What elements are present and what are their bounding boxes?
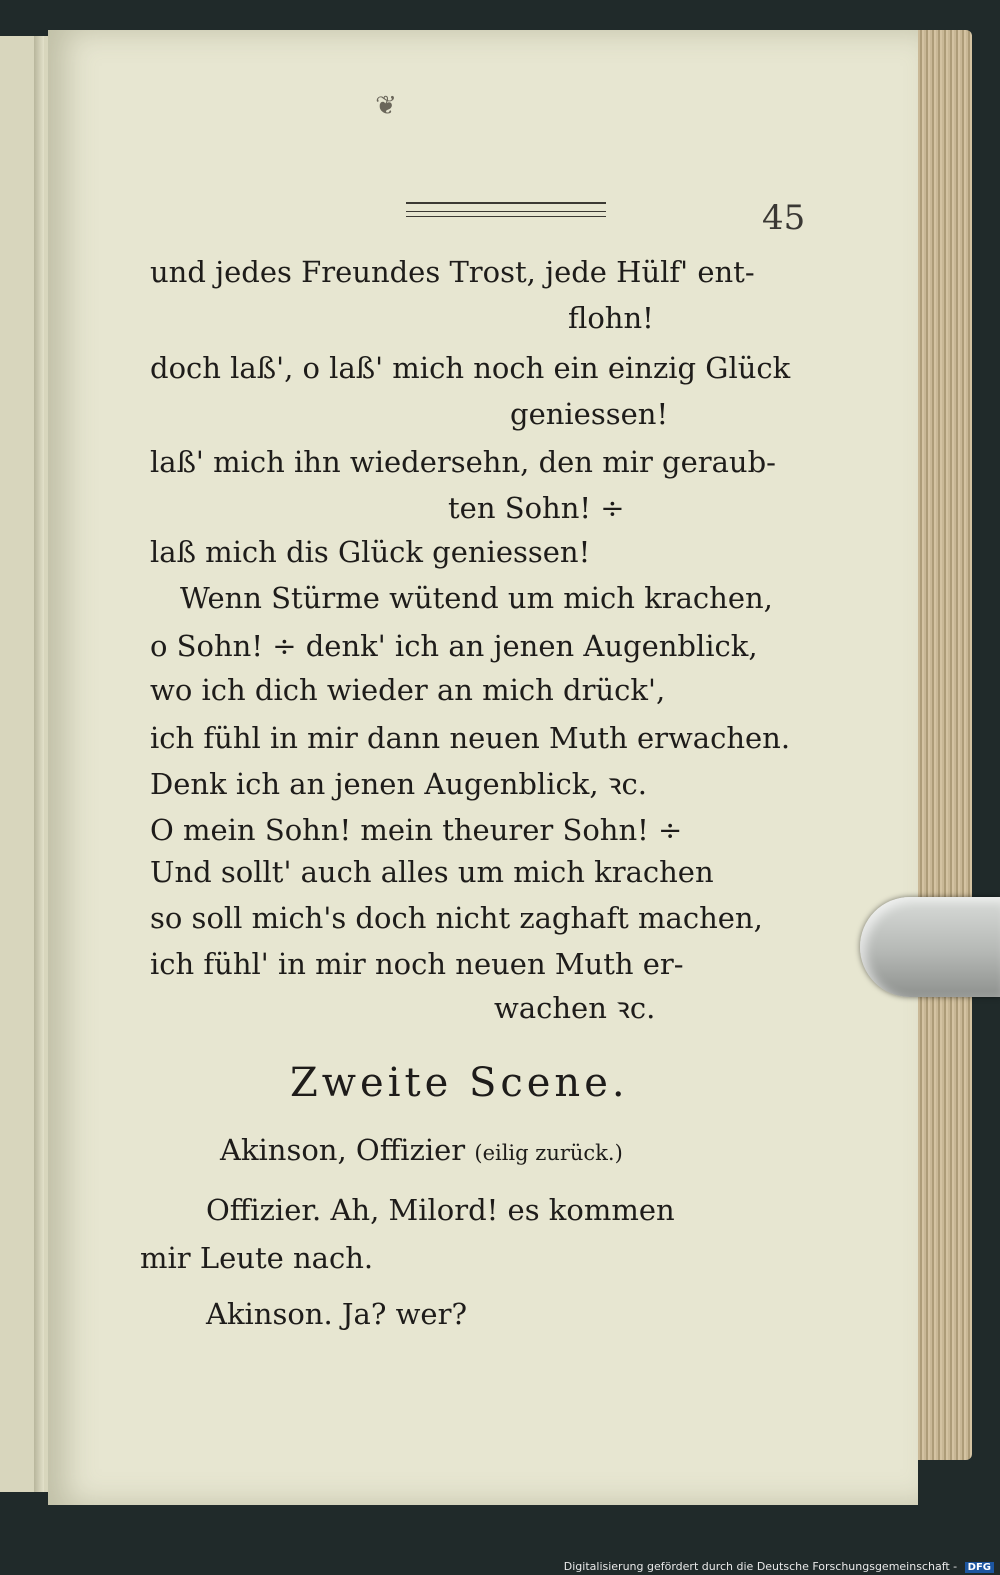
- text-line: doch laß', o laß' mich noch ein einzig Glück: [150, 351, 791, 385]
- text-line: geniessen!: [510, 397, 669, 431]
- header-rule: [406, 211, 606, 212]
- text-line: ten Sohn! ÷: [448, 491, 625, 525]
- text-line: ich fühl in mir dann neuen Muth erwachen.: [150, 721, 791, 755]
- text-line: wo ich dich wieder an mich drück',: [150, 673, 666, 707]
- scene-title: Zweite Scene.: [290, 1060, 629, 1106]
- dialogue-line: Akinson. Ja? wer?: [206, 1297, 467, 1331]
- stage-direction: (eilig zurück.): [474, 1141, 623, 1165]
- text-line: wachen ꝛc.: [494, 991, 656, 1025]
- text-line: Wenn Stürme wütend um mich krachen,: [180, 581, 773, 615]
- page-clip: [860, 897, 1000, 997]
- text-line: laß mich dis Glück geniessen!: [150, 535, 591, 569]
- digitization-credit: [564, 1560, 994, 1573]
- facing-page-edge: [0, 36, 52, 1492]
- text-line: flohn!: [568, 301, 654, 335]
- text-line: o Sohn! ÷ denk' ich an jenen Augenblick,: [150, 629, 758, 663]
- text-line: Denk ich an jenen Augenblick, ꝛc.: [150, 767, 647, 801]
- cast-names: Akinson, Offizier: [220, 1133, 466, 1167]
- dialogue-line: mir Leute nach.: [140, 1241, 374, 1275]
- dfg-logo: DFG: [965, 1562, 994, 1573]
- cast-list: [220, 1130, 623, 1173]
- text-line: ich fühl' in mir noch neuen Muth er-: [150, 947, 684, 981]
- text-line: O mein Sohn! mein theurer Sohn! ÷: [150, 813, 683, 847]
- header-rule: [406, 216, 606, 217]
- text-line: Und sollt' auch alles um mich krachen: [150, 855, 714, 889]
- printer-ornament-icon: ❦: [375, 91, 397, 121]
- dialogue-line: Offizier. Ah, Milord! es kommen: [206, 1193, 675, 1227]
- header-rule: [406, 202, 606, 204]
- text-line: laß' mich ihn wiedersehn, den mir geraub-: [150, 445, 776, 479]
- book-page: [48, 30, 918, 1505]
- credit-text: Digitalisierung gefördert durch die Deutsche Forschungsgemeinschaft -: [563, 1560, 958, 1573]
- text-line: und jedes Freundes Trost, jede Hülf' ent-: [150, 255, 755, 289]
- page-number: 45: [762, 198, 806, 238]
- text-line: so soll mich's doch nicht zaghaft machen,: [150, 901, 763, 935]
